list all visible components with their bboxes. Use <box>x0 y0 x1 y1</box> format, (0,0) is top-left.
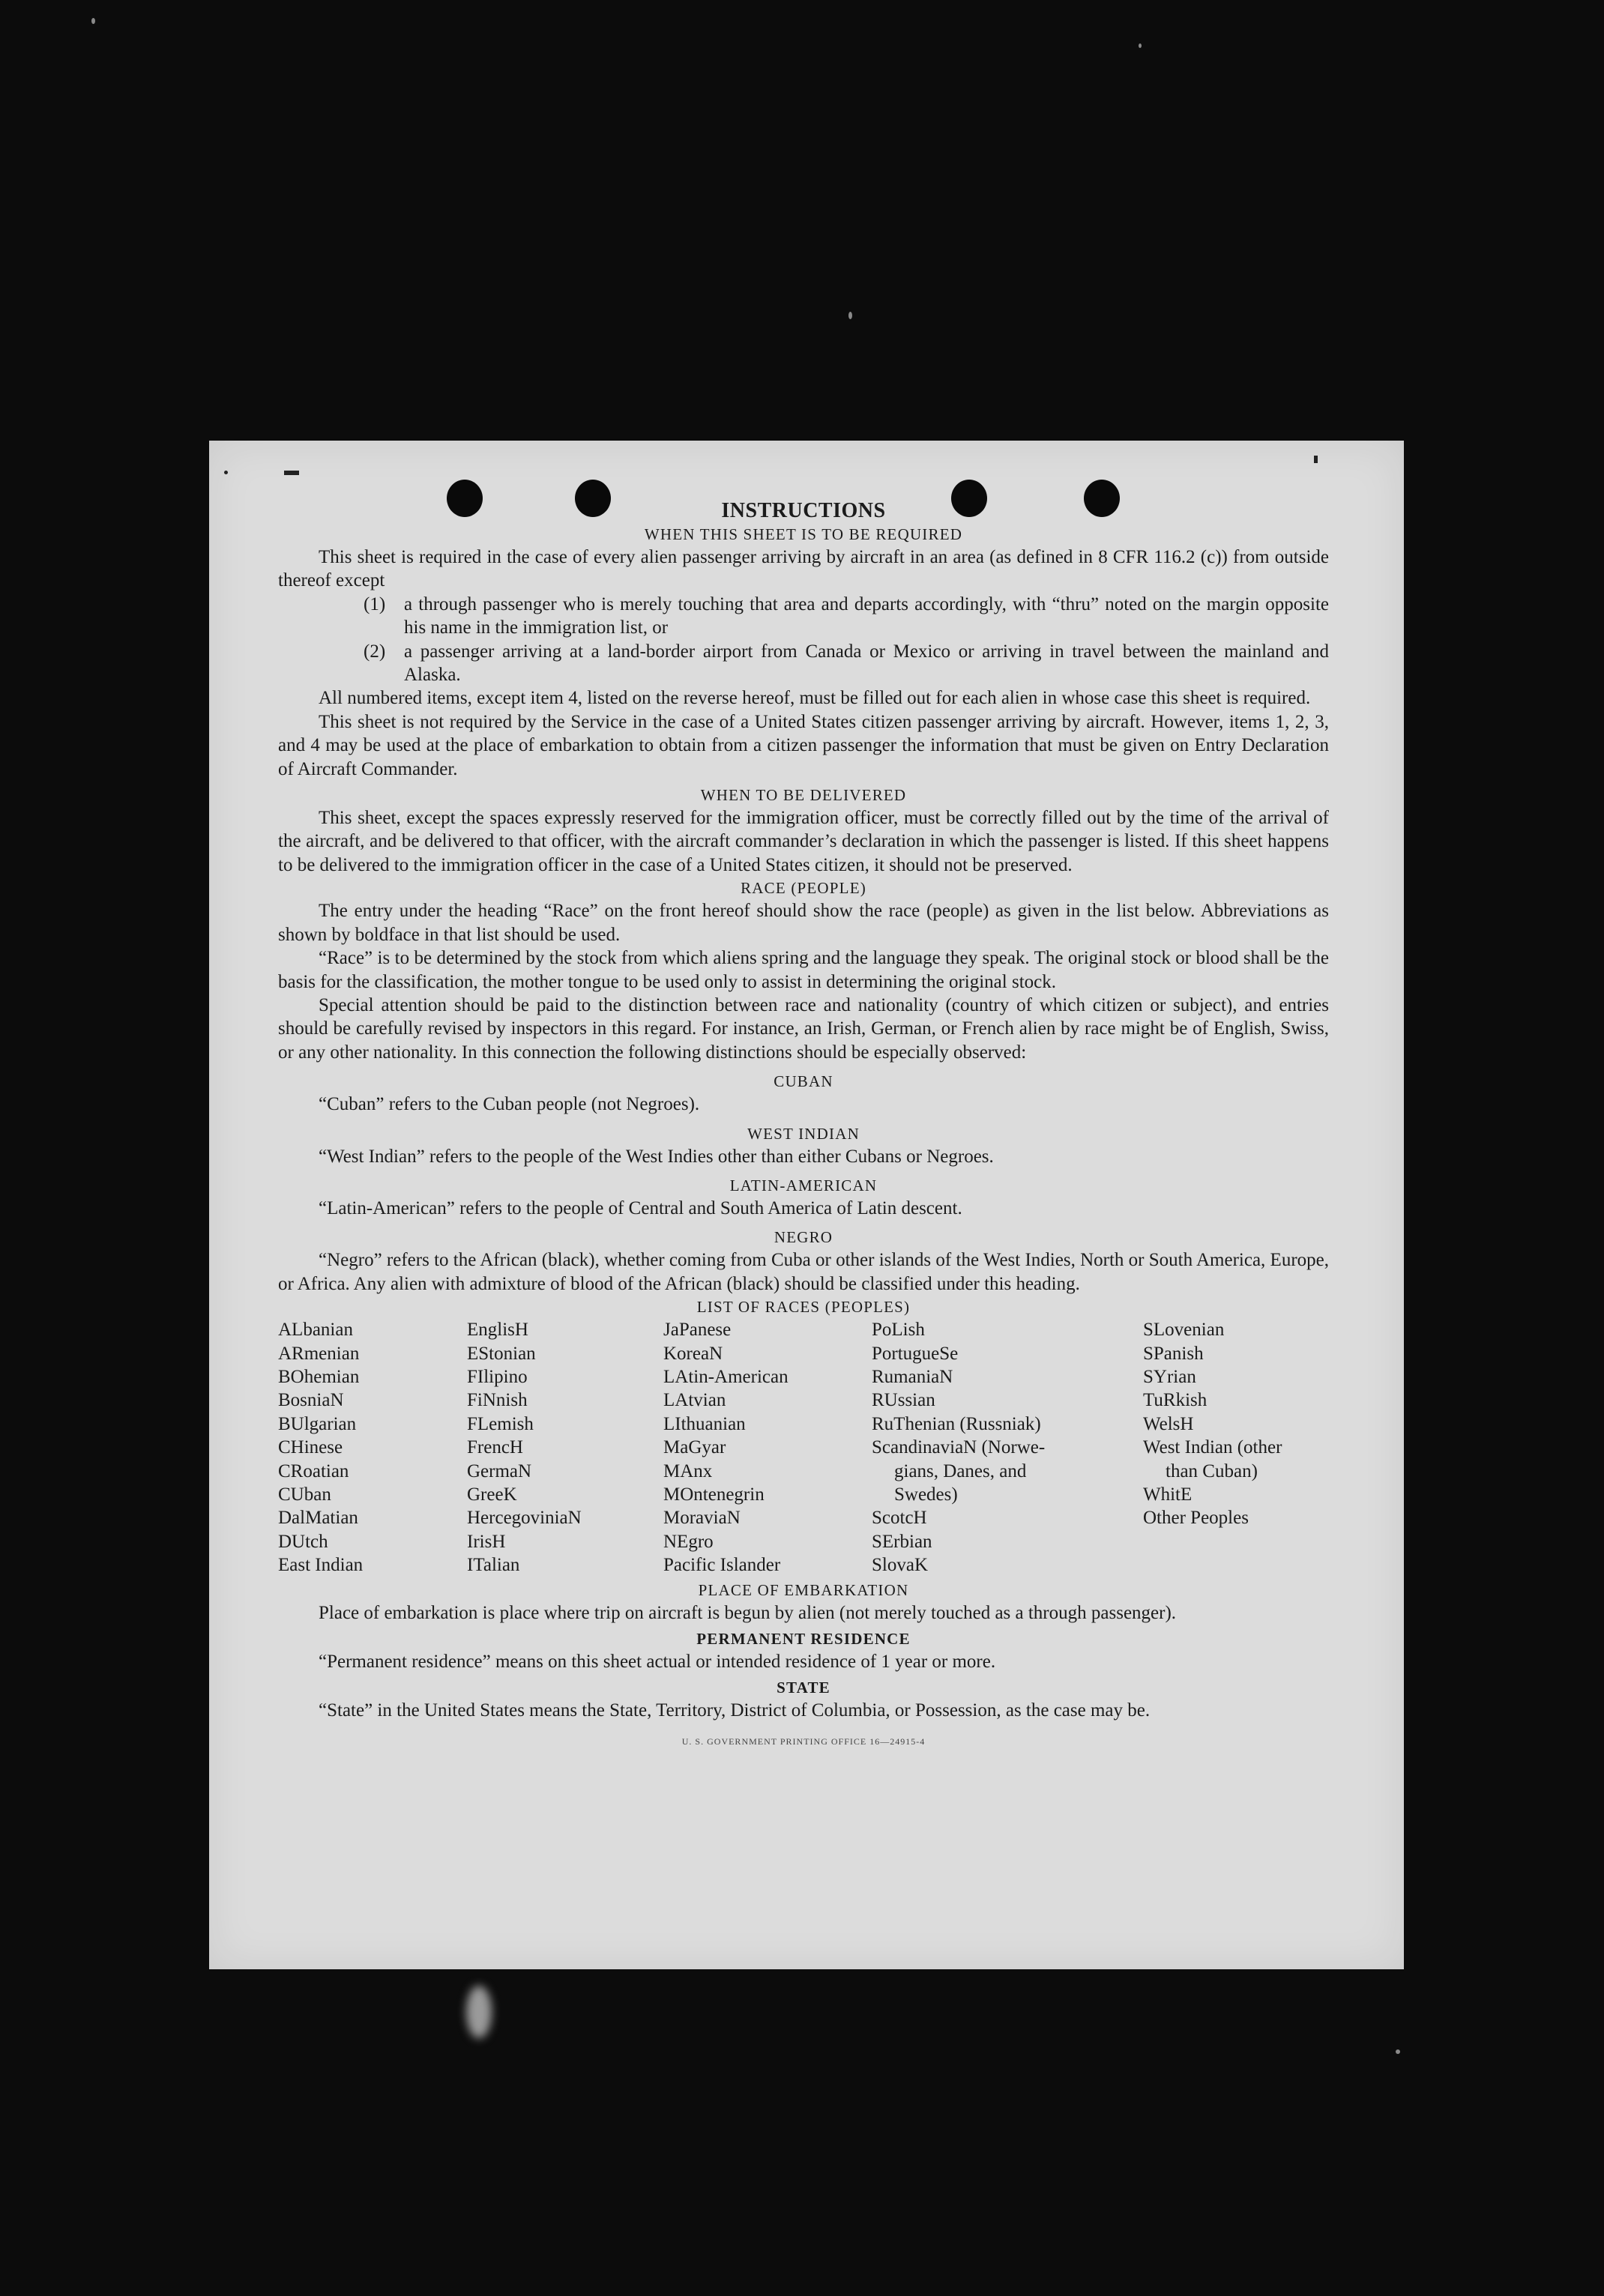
race-entry: NEgro <box>663 1531 714 1552</box>
delivered-text: This sheet, except the spaces expressly reserved for the immigration officer, must be correctly filled out by the time of the arrival of the aircraft, and be delivered to that officer, with the aircraft commander’s declaration in which the passenger is listed. If this sheet happens to be delivered to the immigration officer in the case of a United States citizen, it should not be preserved. <box>278 808 1329 875</box>
required-intro: This sheet is required in the case of every alien passenger arriving by aircraft in an area (as defined in 8 CFR 116.2 (c)) from outside thereof except <box>278 547 1329 591</box>
film-speck <box>1396 2049 1400 2054</box>
residence-text: “Permanent residence” means on this sheet actual or intended residence of 1 year or more. <box>319 1652 996 1673</box>
instructions-content <box>278 499 1329 1753</box>
negro-text: “Negro” refers to the African (black), whether coming from Cuba or other islands of the West Indies, North or South America, Europe, or Africa. Any alien with admixture of blood of the African (black) should be classified under this heading. <box>278 1250 1329 1294</box>
race-entry: FrencH <box>467 1437 523 1458</box>
race-entry: SlovaK <box>872 1555 928 1576</box>
race-entry: BUlgarian <box>278 1413 357 1434</box>
item-text: a through passenger who is merely touching that area and departs accordingly, with “thru” noted on the margin opposite his name in the immigration list, or <box>404 593 1329 638</box>
race-entry: EStonian <box>467 1343 536 1364</box>
race-entry: CUban <box>278 1484 331 1505</box>
race-entry: JaPanese <box>663 1320 732 1341</box>
race-entry: EnglisH <box>467 1320 528 1341</box>
race-entry: SErbian <box>872 1531 932 1552</box>
race-entry: ITalian <box>467 1555 520 1576</box>
item-number: (2) <box>364 641 386 662</box>
race-entry: BOhemian <box>278 1366 360 1387</box>
cuban-text: “Cuban” refers to the Cuban people (not Negroes). <box>319 1094 700 1115</box>
race-entry: than Cuban) <box>1166 1460 1258 1481</box>
section-heading-embarkation: PLACE OF EMBARKATION <box>698 1580 909 1599</box>
required-item-1 <box>278 593 1329 640</box>
race-entry: MOntenegrin <box>663 1484 765 1505</box>
race-entry: WhitE <box>1143 1484 1193 1505</box>
section-heading-required: WHEN THIS SHEET IS TO BE REQUIRED <box>644 525 963 543</box>
race-entry: DalMatian <box>278 1508 358 1529</box>
race-entry: ARmenian <box>278 1343 360 1364</box>
race-entry: RuThenian (Russniak) <box>872 1413 1041 1434</box>
section-heading-delivered: WHEN TO BE DELIVERED <box>700 786 907 805</box>
race-entry: MaGyar <box>663 1437 726 1458</box>
race-entry: KoreaN <box>663 1343 723 1364</box>
printing-office-footer: U. S. GOVERNMENT PRINTING OFFICE 16—24915-4 <box>681 1735 926 1747</box>
race-entry: LIthuanian <box>663 1413 746 1434</box>
race-paragraph-3: Special attention should be paid to the distinction between race and nationality (country of which citizen or subject), and entries should be carefully revised by inspectors in this regard. For instance, an Irish, German, or French alien by race might be of English, Swiss, or any other nationality. In this connection the following distinctions should be especially observed: <box>278 994 1329 1063</box>
race-entry: gians, Danes, and <box>894 1460 1027 1481</box>
race-entry: East Indian <box>278 1555 364 1576</box>
race-entry: LAtin-American <box>663 1366 789 1387</box>
race-entry: FLemish <box>467 1413 534 1434</box>
item-number: (1) <box>364 593 386 614</box>
race-entry: ScotcH <box>872 1508 927 1529</box>
races-column <box>467 1318 663 1577</box>
race-entry: CRoatian <box>278 1460 349 1481</box>
race-entry: SPanish <box>1143 1343 1204 1364</box>
section-heading-residence: PERMANENT RESIDENCE <box>696 1630 911 1649</box>
race-entry: FiNnish <box>467 1390 528 1411</box>
races-column <box>872 1318 1143 1577</box>
section-heading-race: RACE (PEOPLE) <box>741 879 866 898</box>
film-speck <box>91 18 95 24</box>
races-column <box>278 1318 467 1577</box>
race-entry: West Indian (other <box>1143 1437 1282 1458</box>
required-paragraph-3: This sheet is not required by the Service in the case of a United States citizen passenger arriving by aircraft. However, items 1, 2, 3, and 4 may be used at the place of embarkation to obtain from a citizen passenger the information that must be given on Entry Declaration of Aircraft Commander. <box>278 711 1329 779</box>
race-entry: ScandinaviaN (Norwe- <box>872 1437 1046 1458</box>
page-title: INSTRUCTIONS <box>721 499 886 522</box>
race-entry: Swedes) <box>894 1484 958 1505</box>
race-paragraph-2: “Race” is to be determined by the stock from which aliens spring and the language they speak. The original stock or blood shall be the basis for the classification, the mother tongue to be used only to assist in determining the original stock. <box>278 948 1329 992</box>
item-text: a passenger arriving at a land-border airport from Canada or Mexico or arriving in travel between the mainland and Alaska. <box>404 641 1329 686</box>
race-entry: FIlipino <box>467 1366 528 1387</box>
section-heading-races-list: LIST OF RACES (PEOPLES) <box>696 1298 911 1317</box>
ink-mark <box>224 471 228 474</box>
state-text: “State” in the United States means the State, Territory, District of Columbia, or Possession, as the case may be. <box>319 1700 1151 1721</box>
race-entry: BosniaN <box>278 1390 344 1411</box>
film-speck <box>1139 43 1142 48</box>
races-column <box>663 1318 872 1577</box>
section-heading-west-indian: WEST INDIAN <box>747 1124 860 1143</box>
race-entry: Other Peoples <box>1143 1508 1249 1529</box>
film-speck <box>848 312 852 319</box>
required-item-2 <box>278 640 1329 687</box>
section-heading-state: STATE <box>777 1679 830 1697</box>
race-entry: WelsH <box>1143 1413 1194 1434</box>
race-entry: SYrian <box>1143 1366 1196 1387</box>
west-indian-text: “West Indian” refers to the people of the West Indies other than either Cubans or Negroes. <box>319 1146 994 1167</box>
required-paragraph-2: All numbered items, except item 4, listed on the reverse hereof, must be filled out for each alien in whose case this sheet is required. <box>319 688 1311 709</box>
race-entry: DUtch <box>278 1531 328 1552</box>
race-entry: GermaN <box>467 1460 532 1481</box>
race-entry: MoraviaN <box>663 1508 741 1529</box>
race-entry: RumaniaN <box>872 1366 953 1387</box>
race-entry: HercegoviniaN <box>467 1508 582 1529</box>
race-entry: PoLish <box>872 1320 925 1341</box>
section-heading-latin-american: LATIN-AMERICAN <box>729 1176 878 1194</box>
race-entry: ALbanian <box>278 1320 353 1341</box>
document-sheet <box>209 441 1404 1969</box>
race-entry: CHinese <box>278 1437 343 1458</box>
ink-mark <box>284 471 299 475</box>
race-entry: MAnx <box>663 1460 713 1481</box>
race-entry: Pacific Islander <box>663 1555 781 1576</box>
race-entry: IrisH <box>467 1531 506 1552</box>
ink-mark <box>1314 456 1318 463</box>
races-list <box>278 1318 1329 1577</box>
race-paragraph-1: The entry under the heading “Race” on the front hereof should show the race (people) as given in the list below. Abbreviations as shown by boldface in that list should be used. <box>278 901 1329 945</box>
race-entry: PortugueSe <box>872 1343 959 1364</box>
races-column <box>1143 1318 1329 1577</box>
race-entry: GreeK <box>467 1484 517 1505</box>
race-entry: SLovenian <box>1143 1320 1225 1341</box>
race-entry: LAtvian <box>663 1390 726 1411</box>
race-entry: TuRkish <box>1143 1390 1207 1411</box>
section-heading-negro: NEGRO <box>774 1228 833 1247</box>
film-speck <box>466 1986 492 2038</box>
latin-american-text: “Latin-American” refers to the people of Central and South America of Latin descent. <box>319 1197 962 1218</box>
section-heading-cuban: CUBAN <box>774 1072 833 1091</box>
race-entry: RUssian <box>872 1390 935 1411</box>
embarkation-text: Place of embarkation is place where trip on aircraft is begun by alien (not merely touched as a through passenger). <box>319 1602 1177 1623</box>
